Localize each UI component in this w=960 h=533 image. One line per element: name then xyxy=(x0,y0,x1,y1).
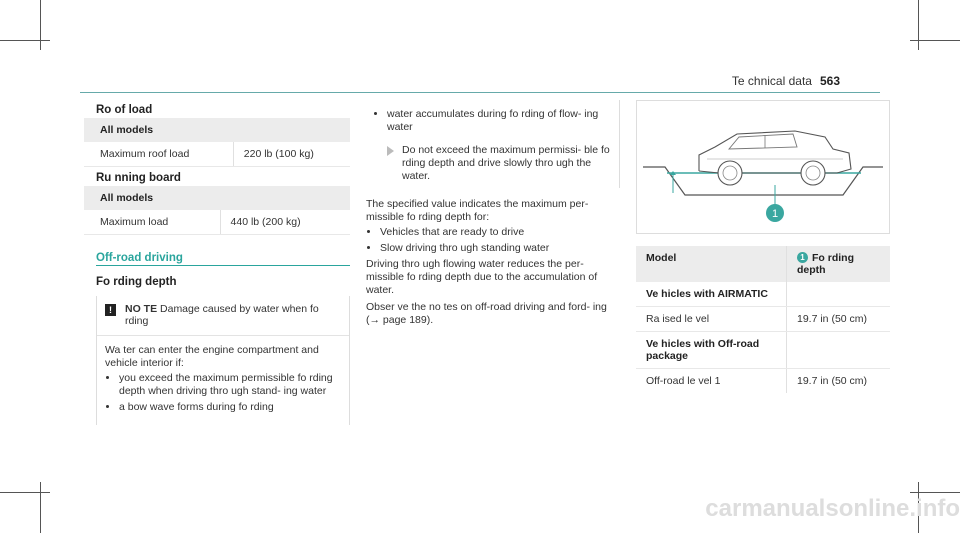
notice-body xyxy=(365,100,619,191)
notice-list xyxy=(373,108,611,134)
table-cell: 220 lb (100 kg) xyxy=(233,142,350,167)
notice-continuation xyxy=(365,100,620,188)
fording-heading: Fo rding depth xyxy=(96,276,177,288)
table-cell: Off-road le vel 1 xyxy=(636,369,787,394)
running-board-table-head: All models xyxy=(84,186,350,210)
section-rule xyxy=(96,265,350,266)
fording-illustration xyxy=(636,100,890,234)
paragraph: Driving thro ugh flowing water reduces the per- missible fo rding depth due to the accumulation of water. xyxy=(366,258,598,296)
paragraph: The specified value indicates the maximum per- missible fo rding depth for: xyxy=(366,198,589,223)
table-cell: 19.7 in (50 cm) xyxy=(797,375,868,387)
table-cell xyxy=(787,282,891,307)
notice-body xyxy=(97,336,349,425)
table-row xyxy=(84,210,350,235)
page-number: 563 xyxy=(819,74,840,88)
table-cell: Ra ised le vel xyxy=(636,307,787,332)
table-row xyxy=(636,369,890,394)
list-item: • Vehicles that are ready to drive xyxy=(380,226,616,239)
header-rule xyxy=(80,92,880,93)
notice-box xyxy=(96,296,350,425)
table-cell: Ve hicles with Off-road package xyxy=(636,332,787,369)
list-item: • a bow wave forms during fo rding xyxy=(119,401,341,414)
roof-load-table xyxy=(84,118,350,167)
table-header-model: Model xyxy=(636,246,787,282)
fording-depth-table xyxy=(636,246,890,393)
crop-mark xyxy=(0,40,50,41)
table-cell xyxy=(787,332,891,369)
instruction-text: Do not exceed the maximum permissi- ble fo rding depth and drive slowly thro ugh the water. xyxy=(402,144,610,182)
table-row xyxy=(84,142,350,167)
table-cell: Ve hicles with AIRMATIC xyxy=(636,282,787,307)
table-row xyxy=(636,307,890,332)
notice-list xyxy=(105,372,341,414)
table-header-depth-label: Fo rding depth xyxy=(797,252,854,276)
section-heading: Off-road driving xyxy=(96,252,183,264)
warning-icon: ! xyxy=(105,304,116,316)
crop-mark xyxy=(918,0,919,50)
section-name: Te chnical data xyxy=(731,74,812,88)
callout-badge: 1 xyxy=(797,252,808,263)
callout-number: 1 xyxy=(771,208,779,220)
notice-title: Damage caused by water when fo rding xyxy=(125,303,319,327)
paragraph: Obser ve the no tes on off-road driving and ford- ing (→ page 189). xyxy=(366,301,607,326)
running-board-table xyxy=(84,186,350,235)
body-list xyxy=(366,226,616,255)
running-board-heading: Ru nning board xyxy=(96,172,181,184)
instruction-arrow-icon xyxy=(387,146,394,156)
table-cell: 440 lb (200 kg) xyxy=(220,210,350,235)
table-cell: Maximum load xyxy=(84,210,220,235)
table-header-depth xyxy=(787,246,891,282)
table-row xyxy=(636,282,890,307)
roof-load-heading: Ro of load xyxy=(96,104,153,116)
notice-label: NO TE xyxy=(125,303,158,315)
table-row xyxy=(636,332,890,369)
table-cell: Maximum roof load xyxy=(84,142,233,167)
notice-header xyxy=(97,296,349,336)
crop-mark xyxy=(40,0,41,50)
table-cell: 19.7 in (50 cm) xyxy=(787,307,891,332)
suv-water-figure xyxy=(637,101,889,233)
instruction xyxy=(373,144,611,183)
list-item: • water accumulates during fo rding of flow- ing water xyxy=(387,108,611,134)
crop-mark xyxy=(0,492,50,493)
list-item: • Slow driving thro ugh standing water xyxy=(380,242,616,255)
watermark: carmanualsonline.info xyxy=(705,495,960,522)
notice-intro: Wa ter can enter the engine compartment and vehicle interior if: xyxy=(105,344,319,369)
crop-mark xyxy=(40,482,41,533)
roof-load-table-head: All models xyxy=(84,118,350,142)
list-item: • you exceed the maximum permissible fo rding depth when driving thro ugh stand- ing water xyxy=(119,372,341,398)
running-header xyxy=(732,74,840,88)
body-text xyxy=(366,198,616,327)
